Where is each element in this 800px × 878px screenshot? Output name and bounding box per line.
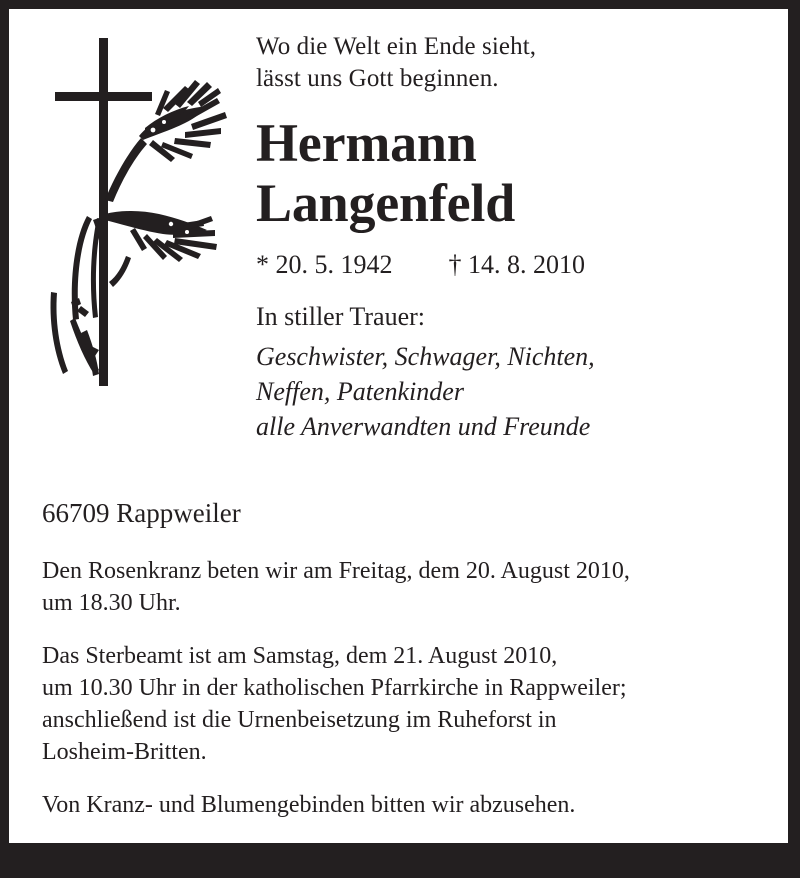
- rosary-line-1: Den Rosenkranz beten wir am Freitag, dem 20. August 2010,: [42, 558, 630, 584]
- rosary-paragraph: [42, 555, 774, 619]
- deceased-name: [256, 113, 778, 233]
- birth-date-value: 20. 5. 1942: [275, 250, 393, 279]
- service-paragraph: [42, 640, 774, 768]
- obituary-content-area: [9, 9, 788, 843]
- birth-symbol-icon: *: [256, 250, 269, 279]
- obituary-header-section: [9, 9, 788, 487]
- cross-dagger-icon: †: [448, 250, 462, 279]
- service-line-3: anschließend ist die Urnenbeisetzung im Ruheforst in: [42, 707, 557, 733]
- life-dates: [256, 250, 778, 280]
- epigraph: [256, 31, 778, 95]
- flowers-note: [42, 789, 774, 821]
- mourners-line-3: alle Anverwandten und Freunde: [256, 412, 591, 441]
- rosary-line-2: um 18.30 Uhr.: [42, 590, 181, 616]
- mourners-line-2: Neffen, Patenkinder: [256, 377, 464, 406]
- place-line: 66709 Rappweiler: [42, 498, 241, 528]
- flowers-note-line: Von Kranz- und Blumengebinden bitten wir abzusehen.: [42, 792, 576, 818]
- service-line-2: um 10.30 Uhr in der katholischen Pfarrkirche in Rappweiler;: [42, 675, 627, 701]
- cross-with-wheat-icon: [35, 30, 235, 390]
- deceased-last-name: Langenfeld: [256, 173, 516, 233]
- obituary-body-section: [42, 496, 774, 874]
- birth-date: [256, 250, 393, 279]
- death-date-value: 14. 8. 2010: [468, 250, 585, 279]
- epigraph-line-1: Wo die Welt ein Ende sieht,: [256, 33, 537, 60]
- deceased-first-name: Hermann: [256, 113, 477, 173]
- mourners-list: [256, 339, 778, 444]
- mourners-line-1: Geschwister, Schwager, Nichten,: [256, 342, 595, 371]
- bottom-border-bar: [0, 843, 800, 878]
- service-line-4: Losheim-Britten.: [42, 739, 207, 765]
- death-date: [449, 250, 586, 279]
- service-line-1: Das Sterbeamt ist am Samstag, dem 21. August 2010,: [42, 643, 558, 669]
- headline-block: [256, 31, 778, 444]
- mourning-intro: In stiller Trauer:: [256, 302, 425, 331]
- epigraph-line-2: lässt uns Gott beginnen.: [256, 65, 499, 92]
